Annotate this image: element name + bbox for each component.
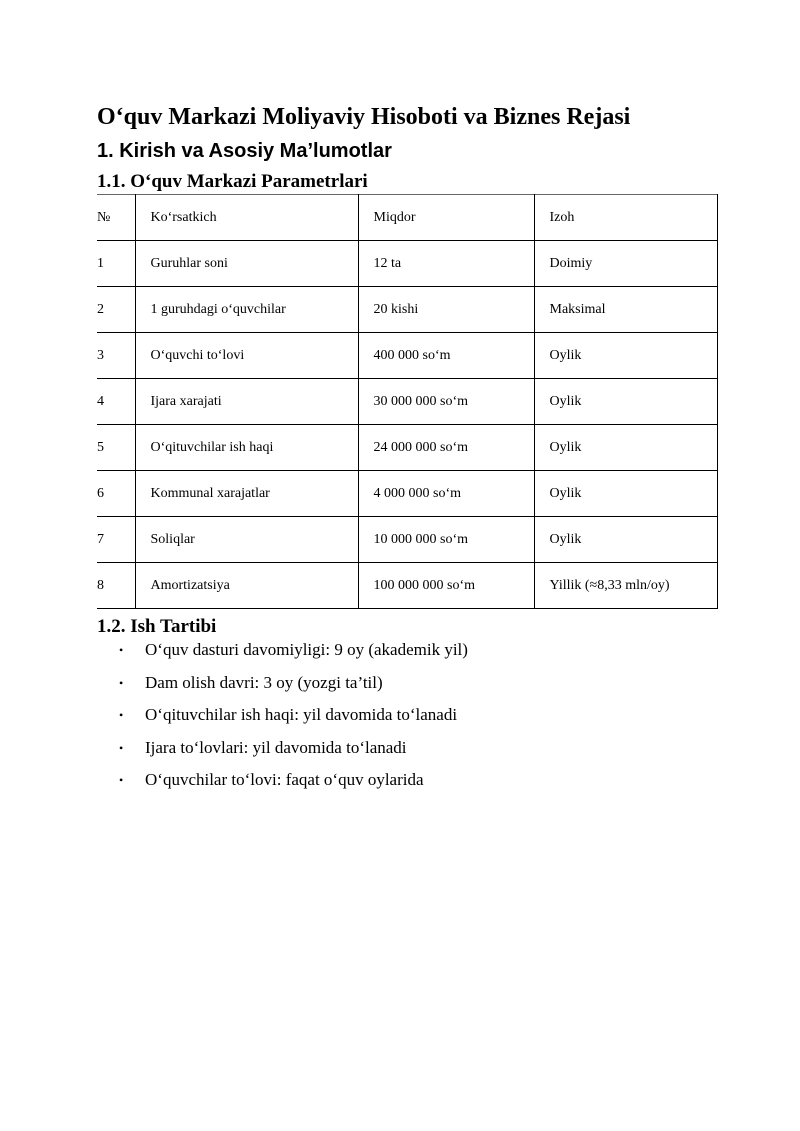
header-number: № <box>97 195 135 241</box>
table-row <box>97 379 717 425</box>
cell-number: 3 <box>97 333 135 379</box>
cell-amount: 10 000 000 so‘m <box>358 517 534 563</box>
section-heading-1-2: 1.2. Ish Tartibi <box>97 616 217 637</box>
bullet-icon: • <box>119 773 124 787</box>
cell-note: Oylik <box>534 333 717 379</box>
table-row <box>97 517 717 563</box>
bullet-icon: • <box>119 740 124 755</box>
header-indicator: Ko‘rsatkich <box>135 195 358 241</box>
cell-indicator: Soliqlar <box>135 517 358 563</box>
cell-amount: 400 000 so‘m <box>358 333 534 379</box>
cell-note: Oylik <box>534 471 717 517</box>
table-row <box>97 425 717 471</box>
list-item-text: O‘quvchilar to‘lovi: faqat o‘quv oylarida <box>145 770 424 789</box>
cell-number: 5 <box>97 425 135 471</box>
list-item <box>97 670 468 703</box>
parameters-table <box>97 194 718 609</box>
cell-amount: 30 000 000 so‘m <box>358 379 534 425</box>
cell-indicator: Kommunal xarajatlar <box>135 471 358 517</box>
cell-amount: 24 000 000 so‘m <box>358 425 534 471</box>
cell-number: 7 <box>97 517 135 563</box>
cell-indicator: Amortizatsiya <box>135 563 358 609</box>
list-item-text: O‘qituvchilar ish haqi: yil davomida to‘lanadi <box>145 705 458 724</box>
cell-amount: 100 000 000 so‘m <box>358 563 534 609</box>
list-item <box>97 767 468 800</box>
bullet-icon: • <box>119 643 124 657</box>
table-row <box>97 471 717 517</box>
list-item <box>97 702 468 735</box>
cell-number: 6 <box>97 471 135 517</box>
cell-amount: 12 ta <box>358 241 534 287</box>
cell-number: 8 <box>97 563 135 609</box>
document-title: O‘quv Markazi Moliyaviy Hisoboti va Biznes Rejasi <box>97 104 631 130</box>
cell-number: 1 <box>97 241 135 287</box>
cell-indicator: Ijara xarajati <box>135 379 358 425</box>
cell-number: 2 <box>97 287 135 333</box>
header-amount: Miqdor <box>358 195 534 241</box>
cell-number: 4 <box>97 379 135 425</box>
cell-indicator: 1 guruhdagi o‘quvchilar <box>135 287 358 333</box>
bullet-icon: • <box>119 708 124 722</box>
schedule-list <box>97 637 468 800</box>
cell-note: Yillik (≈8,33 mln/oy) <box>534 563 717 609</box>
list-item-text: Ijara to‘lovlari: yil davomida to‘lanadi <box>145 737 407 757</box>
table-header-row <box>97 195 717 241</box>
list-item-text: O‘quv dasturi davomiyligi: 9 oy (akademik yil) <box>145 640 468 659</box>
cell-amount: 4 000 000 so‘m <box>358 471 534 517</box>
cell-note: Oylik <box>534 379 717 425</box>
table-row <box>97 241 717 287</box>
cell-note: Doimiy <box>534 241 717 287</box>
section-heading-1: 1. Kirish va Asosiy Ma’lumotlar <box>97 140 392 162</box>
section-heading-1-1: 1.1. O‘quv Markazi Parametrlari <box>97 171 368 192</box>
table-row <box>97 563 717 609</box>
bullet-icon: • <box>119 675 124 690</box>
cell-note: Oylik <box>534 517 717 563</box>
cell-amount: 20 kishi <box>358 287 534 333</box>
cell-note: Maksimal <box>534 287 717 333</box>
list-item-text: Dam olish davri: 3 oy (yozgi ta’til) <box>145 672 383 692</box>
cell-note: Oylik <box>534 425 717 471</box>
list-item <box>97 637 468 670</box>
cell-indicator: Guruhlar soni <box>135 241 358 287</box>
header-note: Izoh <box>534 195 717 241</box>
cell-indicator: O‘quvchi to‘lovi <box>135 333 358 379</box>
table-row <box>97 287 717 333</box>
table-row <box>97 333 717 379</box>
list-item <box>97 735 468 768</box>
cell-indicator: O‘qituvchilar ish haqi <box>135 425 358 471</box>
